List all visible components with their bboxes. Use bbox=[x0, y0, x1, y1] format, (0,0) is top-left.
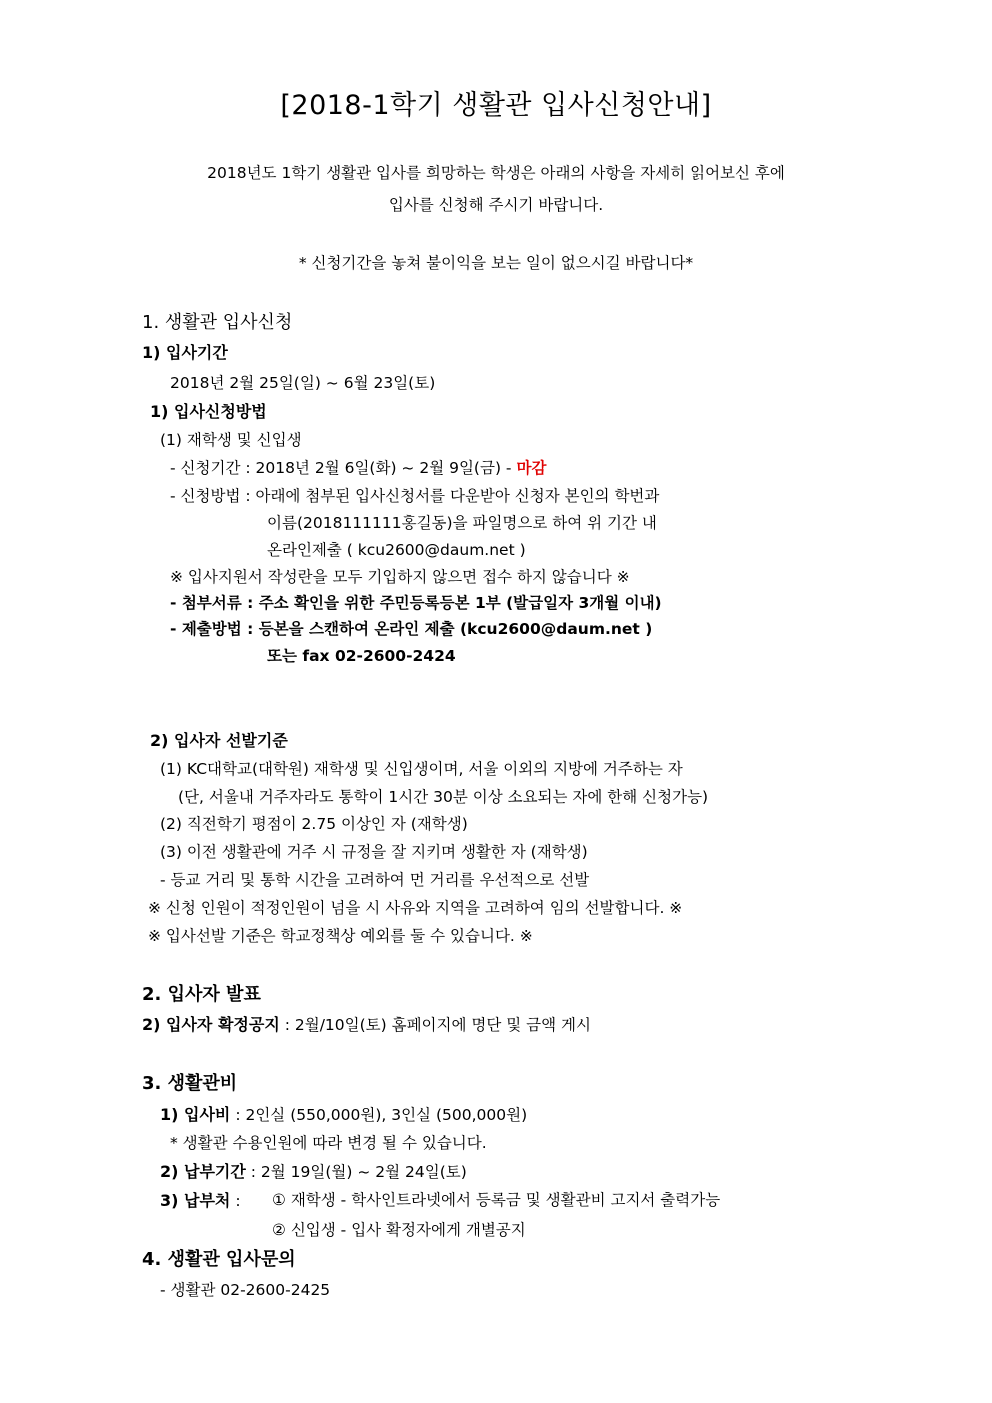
pay-place-2: ② 신입생 - 입사 확정자에게 개별공지 bbox=[272, 1221, 526, 1239]
criteria-item-1: (1) KC대학교(대학원) 재학생 및 신입생이며, 서울 이외의 지방에 거주하는 자 bbox=[160, 760, 683, 778]
criteria-item-4: - 등교 거리 및 통학 시간을 고려하여 먼 거리를 우선적으로 선발 bbox=[160, 871, 590, 889]
confirm-value: : 2월/10일(토) 홈페이지에 명단 및 금액 게시 bbox=[279, 1016, 591, 1034]
intro-notice: * 신청기간을 놓쳐 불이익을 보는 일이 없으시길 바랍니다* bbox=[298, 254, 694, 272]
pay-period-value: : 2월 19일(월) ~ 2월 24일(토) bbox=[245, 1163, 467, 1181]
pay-place-1: ① 재학생 - 학사인트라넷에서 등록금 및 생활관비 고지서 출력가능 bbox=[272, 1191, 721, 1209]
apply-method-line-3: 온라인제출 ( kcu2600@daum.net ) bbox=[267, 541, 526, 559]
attach-docs: - 첨부서류 : 주소 확인을 위한 주민등록등본 1부 (발급일자 3개월 이내) bbox=[170, 594, 662, 612]
fee-value: : 2인실 (550,000원), 3인실 (500,000원) bbox=[230, 1106, 528, 1124]
pay-place-row bbox=[160, 1193, 241, 1210]
criteria-item-1-note: (단, 서울내 거주자라도 통학이 1시간 30분 이상 소요되는 자에 한해 신청가능) bbox=[178, 788, 709, 806]
period-label: 1) 입사기간 bbox=[142, 343, 228, 362]
method-label: 1) 입사신청방법 bbox=[150, 402, 267, 421]
apply-period bbox=[170, 461, 546, 477]
section-1-heading: 1. 생활관 입사신청 bbox=[142, 312, 293, 333]
submit-method-line-2: 또는 fax 02-2600-2424 bbox=[267, 647, 456, 665]
document-title: [2018-1학기 생활관 입사신청안내] bbox=[280, 90, 712, 121]
intro-line-2: 입사를 신청해 주시기 바랍니다. bbox=[388, 196, 604, 214]
pay-period-row bbox=[160, 1164, 467, 1181]
intro-line-1: 2018년도 1학기 생활관 입사를 희망하는 학생은 아래의 사항을 자세히 읽어보신 후에 bbox=[207, 164, 785, 182]
contact-phone: - 생활관 02-2600-2425 bbox=[160, 1281, 331, 1299]
confirm-label: 2) 입사자 확정공지 bbox=[142, 1015, 280, 1034]
pay-place-colon: : bbox=[230, 1192, 241, 1210]
apply-method-line-2: 이름(2018111111홍길동)을 파일명으로 하여 위 기간 내 bbox=[267, 514, 657, 532]
pay-period-label: 2) 납부기간 bbox=[160, 1162, 246, 1181]
criteria-note-1: ※ 신청 인원이 적정인원이 넘을 시 사유와 지역을 고려하여 임의 선발합니다. ※ bbox=[148, 899, 683, 917]
apply-period-text: - 신청기간 : 2018년 2월 6일(화) ~ 2월 9일(금) - bbox=[170, 459, 512, 477]
pay-place-label: 3) 납부처 bbox=[160, 1191, 231, 1210]
submit-method-line-1: - 제출방법 : 등본을 스캔하여 온라인 제출 (kcu2600@daum.net ) bbox=[170, 620, 653, 638]
apply-method-line-1: - 신청방법 : 아래에 첨부된 입사신청서를 다운받아 신청자 본인의 학번과 bbox=[170, 487, 660, 505]
confirm-notice bbox=[142, 1017, 591, 1034]
incomplete-warning: ※ 입사지원서 작성란을 모두 기입하지 않으면 접수 하지 않습니다 ※ bbox=[170, 568, 630, 586]
section-4-heading: 4. 생활관 입사문의 bbox=[142, 1249, 296, 1270]
criteria-item-2: (2) 직전학기 평점이 2.75 이상인 자 (재학생) bbox=[160, 815, 468, 833]
criteria-label: 2) 입사자 선발기준 bbox=[150, 731, 288, 750]
criteria-item-3: (3) 이전 생활관에 거주 시 규정을 잘 지키며 생활한 자 (재학생) bbox=[160, 843, 588, 861]
method-group: (1) 재학생 및 신입생 bbox=[160, 431, 302, 449]
criteria-note-2: ※ 입사선발 기준은 학교정책상 예외를 둘 수 있습니다. ※ bbox=[148, 927, 533, 945]
fee-label: 1) 입사비 bbox=[160, 1105, 231, 1124]
period-value: 2018년 2월 25일(일) ~ 6월 23일(토) bbox=[170, 374, 436, 392]
fee-note: * 생활관 수용인원에 따라 변경 될 수 있습니다. bbox=[170, 1134, 487, 1152]
section-2-heading: 2. 입사자 발표 bbox=[142, 984, 261, 1005]
closed-badge: 마감 bbox=[516, 459, 547, 477]
section-3-heading: 3. 생활관비 bbox=[142, 1073, 238, 1094]
fee-row bbox=[160, 1107, 527, 1124]
